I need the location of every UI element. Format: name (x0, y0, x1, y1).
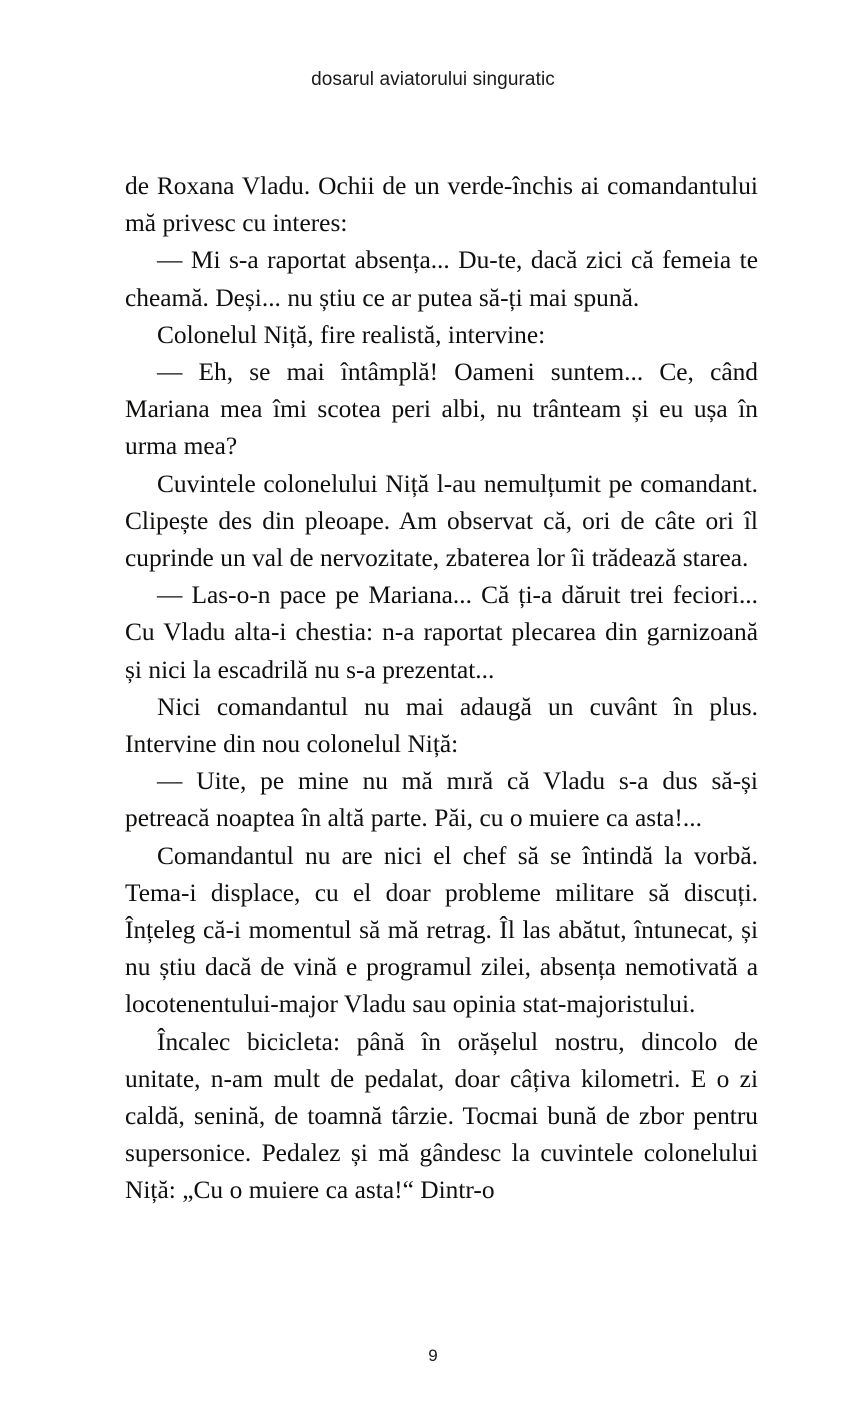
paragraph: Colonelul Niță, fire realistă, intervine: (157, 320, 546, 349)
running-header: dosarul aviatorului singuratic (311, 69, 555, 90)
paragraph: — Mi s-a raportat absența... Du-te, dacă zici că femeia te cheamă. Deși... nu știu ce ar putea să-ți mai spună. (125, 246, 758, 312)
paragraph: — Eh, se mai întâmplă! Oameni suntem... Ce, când Mariana mea îmi scotea peri albi, nu trânteam și eu ușa în urma mea? (125, 358, 758, 461)
paragraph: — Las-o-n pace pe Mariana... Că ți-a dăruit trei feciori... Cu Vladu alta-i chestia: n-a raportat plecarea din garnizoană și nici la escadrilă nu s-a prezentat... (125, 581, 758, 684)
paragraph: Nici comandantul nu mai adaugă un cuvânt în plus. Intervine din nou colonelul Niță: (125, 692, 758, 759)
paragraph: — Uite, pe mine nu mă mıră că Vladu s-a dus să-și petreacă noaptea în altă parte. Păi, cu o muiere ca asta!... (125, 767, 758, 833)
paragraph: Încalec bicicleta: până în orășelul nostru, dincolo de unitate, n-am mult de pedalat, doar câțiva kilometri. E o zi caldă, senină, de toamnă târzie. Tocmai bună de zbor pentru supersonice. Pedalez și mă gândesc la cuvintele colonelului Niță: „Cu o muiere ca asta!“ Dintr-o (125, 1027, 758, 1205)
paragraph: de Roxana Vladu. Ochii de un verde-închis ai comandantului mă privesc cu interes: (125, 172, 758, 238)
paragraph: Comandantul nu are nici el chef să se întindă la vorbă. Tema-i displace, cu el doar probleme militare să discuți. Înțeleg că-i momentul să mă retrag. Îl las abătut, întunecat, și nu știu dacă de vină e programul zilei, absența nemotivată a locotenentului-major Vladu sau opinia stat-majoristului. (125, 841, 758, 1019)
body-text-block (125, 168, 758, 1210)
page-number: 9 (428, 1346, 438, 1365)
paragraph: Cuvintele colonelului Niță l-au nemulțumit pe comandant. Clipește des din pleoape. Am observat că, ori de câte ori îl cuprinde un val de nervozitate, zbaterea lor îi trădează starea. (125, 469, 758, 573)
